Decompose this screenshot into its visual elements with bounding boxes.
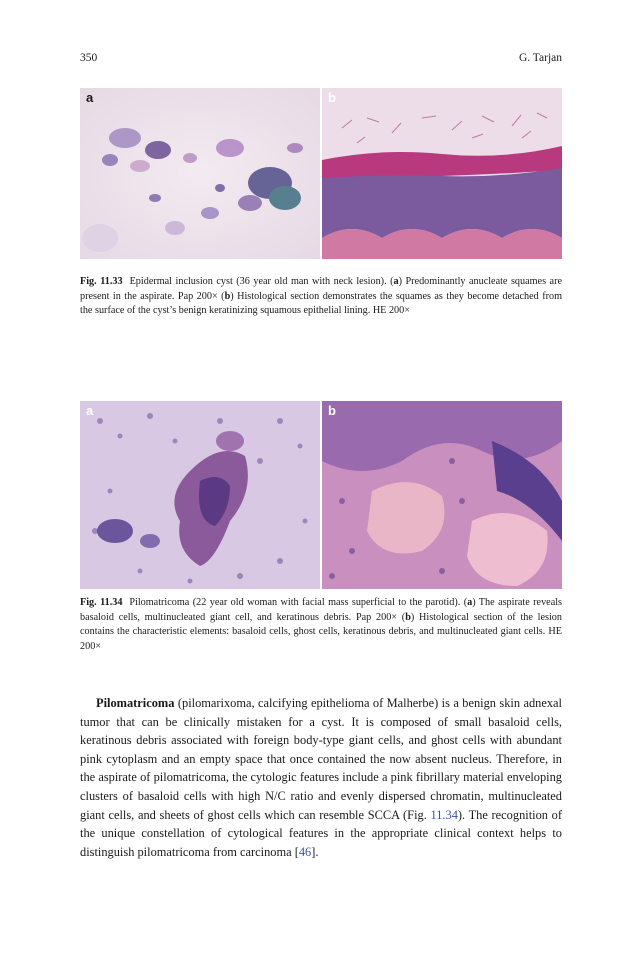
panel-label-b: b [328,90,336,105]
body-paragraph: Pilomatricoma (pilomarixoma, calcifying epithelioma of Malherbe) is a benign skin adnexal tumor that can be clinically mistaken for a cyst. It is composed of small basaloid cells, keratinous debris associated with foreign body-type giant cells, and ghost cells with abundant pink cytoplasm and an empty space that once contained the now absent nucleus. Therefore, in the aspirate of pilomatricoma, the cytologic features include a pink fibrillary material enveloping clusters of basaloid cells with high N/C ratio and evenly dispersed chromatin, multinucleated giant cells, and sheets of ghost cells which can resemble SCCA (Fig. 11.34). The recognition of the unique constellation of cytological features in the appropriate clinical context helps to distinguish pilomatricoma from carcinoma [46]. [80,696,562,859]
figure-11-33-caption: Fig. 11.33 Epidermal inclusion cyst (36 year old man with neck lesion). (a) Predominantly anucleate squames are present in the aspirate. Pap 200× (b) Histological section demonstrates the squames as they become detached from the surface of the cyst’s benign keratinizing squamous epithelial lining. HE 200× [80,276,562,317]
citation-link[interactable]: 46 [298,844,312,859]
figure-11-33-panel-b [322,88,562,259]
running-author: G. Tarjan [518,52,562,64]
figure-11-34-caption: Fig. 11.34 Pilomatricoma (22 year old woman with facial mass superficial to the parotid). (a) The aspirate reveals basaloid cells, multinucleated giant cell, and keratinous debris. Pap 200× (b) Histological section of the lesion contains the characteristic elements: basaloid cells, ghost cells, keratinous debris, and multinucleated giant cells. HE 200× [80,597,563,652]
figure-label: Fig. 11.33 [80,276,123,287]
histology-section-image [322,88,562,259]
figure-11-34-panel-a [80,401,320,589]
aspirate-smear-image [80,88,320,259]
histology-section-image [322,401,562,589]
page-number: 350 [80,52,98,64]
figure-11-34-panel-b [322,401,562,589]
figure-11-33 [80,88,562,259]
figure-reference-link[interactable]: 11.34 [430,807,458,822]
figure-11-33-panel-a [80,88,320,259]
figure-label: Fig. 11.34 [80,597,123,608]
panel-label-a: a [86,90,94,105]
running-header [80,52,562,66]
panel-label-a: a [86,403,94,418]
panel-label-b: b [328,403,336,418]
figure-11-34 [80,401,562,589]
bold-term: Pilomatricoma [96,696,175,710]
aspirate-smear-image [80,401,320,589]
